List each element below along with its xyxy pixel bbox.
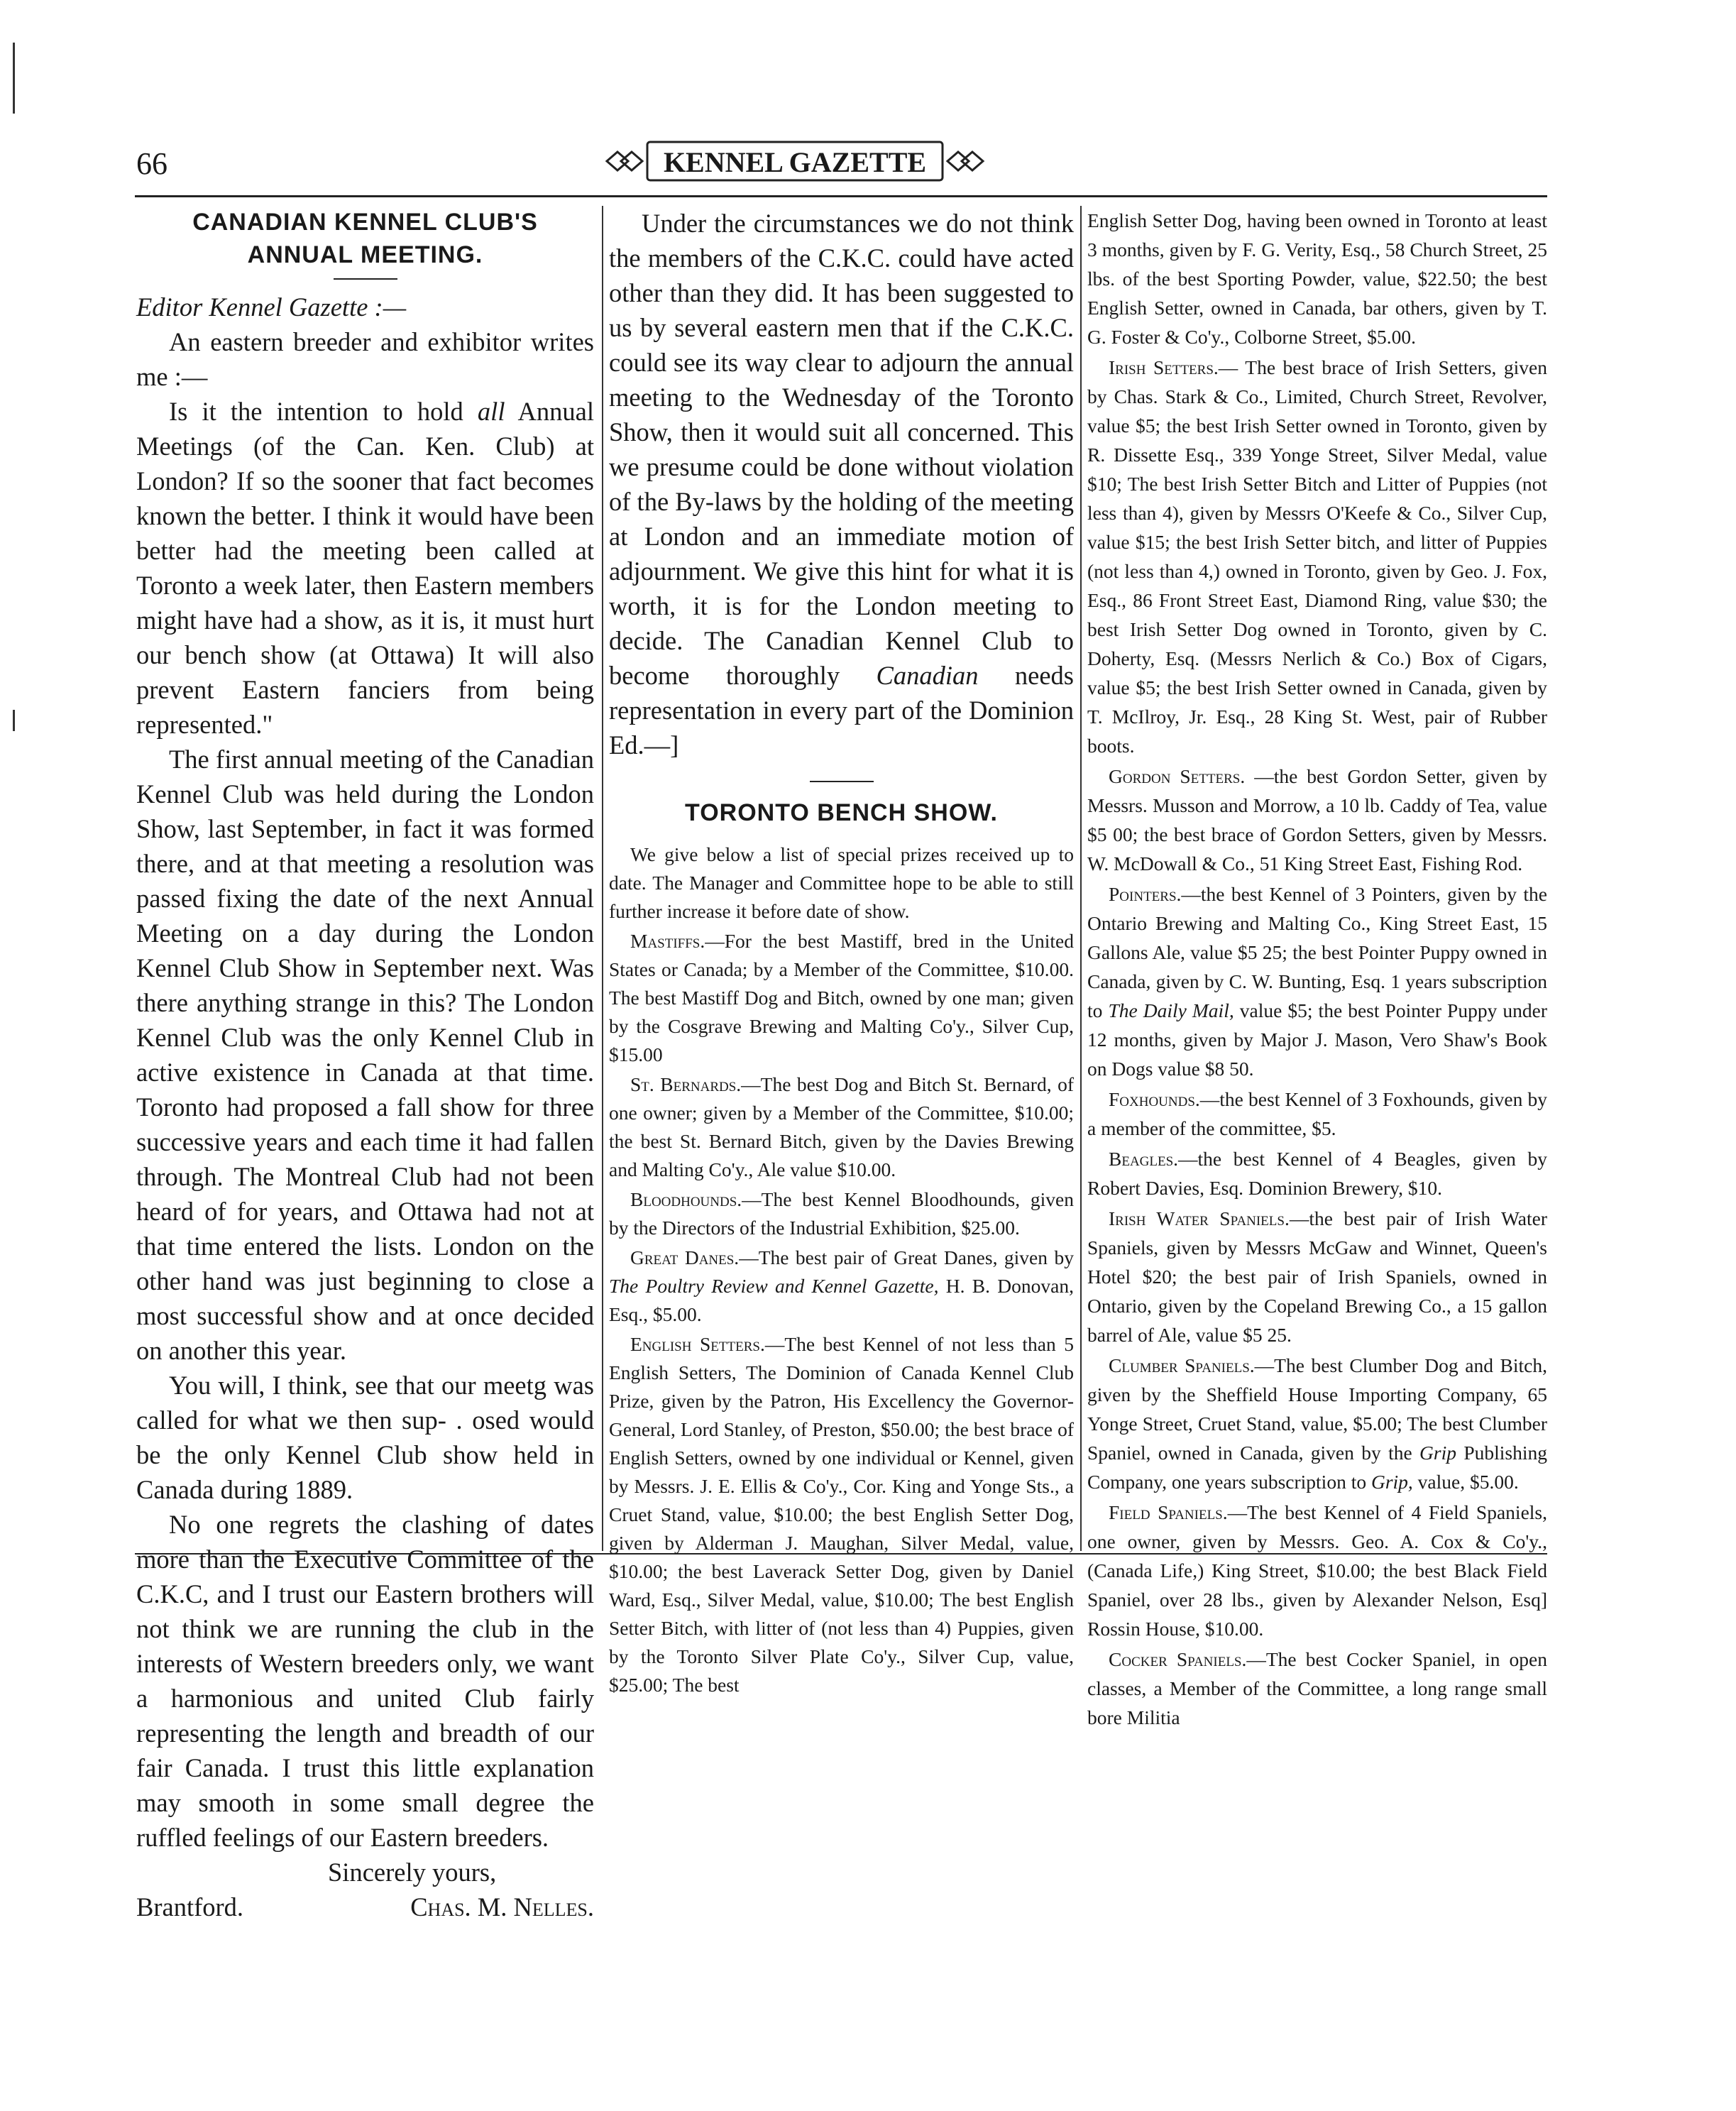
paragraph: An eastern breeder and exhibitor writes me :— <box>136 327 594 391</box>
prize-entry: Cocker Spaniels.—The best Cocker Spaniel, in open classes, a Member of the Committee, a long range small bore Militia <box>1087 1648 1548 1728</box>
prize-entry: English Setters.—The best Kennel of not less than 5 English Setters, The Dominion of Canada Kennel Club Prize, given by the Patron, His Excellency the Governor-General, Lord Stanley, of Preston, $50.00; the best brace of English Setters, owned by one individual or Kennel, given by Messrs. J. E. Ellis & Co'y., Cor. King and Yonge Sts., a Cruet Stand, value, $10.00; the best English Setter Dog, given by Alderman J. Maughan, Silver Medal, value, $10.00; the best Laverack Setter Dog, given by Daniel Ward, Esq., Silver Medal, value, $10.00; The best English Setter Bitch, with litter of (not less than 4) Puppies, given by the Toronto Silver Plate Co'y., Silver Cup, value, $25.00; The best <box>609 1333 1075 1696</box>
place: Brantford. <box>136 1892 244 1921</box>
signer: Chas. M. Nelles. <box>410 1892 594 1921</box>
page-number: 66 <box>136 146 167 181</box>
intro: We give below a list of special prizes received up to date. The Manager and Committee hope to be able to still further increase it before date of show. <box>609 843 1074 922</box>
column-1 <box>136 206 595 1921</box>
prize-entry: Great Danes.—The best pair of Great Danes, given by The Poultry Review and Kennel Gazette, H. B. Donovan, Esq., $5.00. <box>609 1246 1074 1325</box>
article-title: CANADIAN KENNEL CLUB'S ANNUAL MEETING. <box>192 209 538 268</box>
paragraph: You will, I think, see that our meetg was called for what we then sup- . osed would be the only Kennel Club show held in Canada during 1889. <box>136 1371 594 1504</box>
salutation: Editor Kennel Gazette :— <box>136 292 407 322</box>
prize-entry: Pointers.—the best Kennel of 3 Pointers, given by the Ontario Brewing and Malting Co., King Street East, 15 Gallons Ale, value $5 25; the best Pointer Puppy owned in Canada, given by C. W. Bunting, Esq. 1 years subscription to The Daily Mail, value $5; the best Pointer Puppy under 12 months, given by Major J. Mason, Vero Shaw's Book on Dogs value $8 50. <box>1087 883 1548 1080</box>
prize-entry: English Setter Dog, having been owned in Toronto at least 3 months, given by F. G. Verity, Esq., 58 Church Street, 25 lbs. of the best Sporting Powder, value, $22.50; the best English Setter, owned in Canada, bar others, given by T. G. Foster & Co'y., Colborne Street, $5.00. <box>1087 209 1547 348</box>
prize-entry: Field Spaniels.—The best Kennel of 4 Field Spaniels, one owner, given by Messrs. Geo. A. Cox & Co'y., (Canada Life,) King Street, $10.00; the best Black Field Spaniel, over 28 lbs., given by Alexander Nelson, Esq] Rossin House, $10.00. <box>1087 1501 1547 1640</box>
paragraph: The first annual meeting of the Canadian Kennel Club was held during the London Show, last September, in fact it was formed there, and at that meeting a resolution was passed fixing the date of the next Annual Meeting on a day during the London Kennel Club Show in September next. Was there anything strange in this? The London Kennel Club was the only Kennel Club in active existence in Canada at that time. Toronto had proposed a fall show for three successive years and each time it had fallen through. The Montreal Club had not been heard of for years, and Ottawa had not at that time entered the lists. London on the other hand was just beginning to close a most successful show and at once decided on another this year. <box>136 745 594 1365</box>
prize-entry: Mastiffs.—For the best Mastiff, bred in the United States or Canada; by a Member of the Committee, $10.00. The best Mastiff Dog and Bitch, owned by one man; given by the Cosgrave Brewing and Malting Co'y., Silver Cup, $15.00 <box>609 930 1074 1065</box>
prize-entry: Beagles.—the best Kennel of 4 Beagles, given by Robert Davies, Esq. Dominion Brewery, $10. <box>1087 1148 1547 1199</box>
header-rule <box>135 195 1547 197</box>
column-divider <box>1080 206 1082 1551</box>
signature-line <box>136 1890 594 1924</box>
section-title: TORONTO BENCH SHOW. <box>685 799 998 826</box>
column-3 <box>1087 206 1548 1728</box>
closing: Sincerely yours, <box>328 1858 497 1887</box>
scan-margin-mark <box>13 710 19 731</box>
prize-entry: Irish Water Spaniels.—the best pair of Irish Water Spaniels, given by Messrs McGaw and Winnet, Queen's Hotel $20; the best pair of Irish Spaniels, owned in Ontario, given by the Copeland Brewing Co., a 15 gallon barrel of Ale, value $5 25. <box>1087 1207 1547 1346</box>
paragraph: Under the circumstances we do not think the members of the C.K.C. could have acted other than they did. It has been suggested to us by several eastern men that if the C.K.C. could see its way clear to adjourn the annual meeting to the Wednesday of the Toronto Show, then it would suit all concerned. This we presume could be done without violation of the By-laws by the holding of the meeting at London and an immediate motion of adjournment. We give this hint for what it is worth, it is for the London meeting to decide. The Canadian Kennel Club to become thoroughly Canadian needs representation in every part of the Dominion Ed.—] <box>609 209 1074 760</box>
masthead-text: KENNEL GAZETTE <box>663 146 927 178</box>
scan-margin-mark <box>13 43 19 114</box>
prize-entry: St. Bernards.—The best Dog and Bitch St. Bernard, of one owner; given by a Member of the Committee, $10.00; the best St. Bernard Bitch, given by the Davies Brewing and Malting Co'y., Ale value $10.00. <box>609 1073 1074 1180</box>
column-2 <box>609 206 1075 1696</box>
paragraph: No one regrets the clashing of dates more than the Executive Committee of the C.K.C, and I trust our Eastern brothers will not think we are running the club in the interests of Western breeders only, we want a harmonious and united Club fairly representing the length and breadth of our fair Canada. I trust this little explanation may smooth in some small degree the ruffled feelings of our Eastern breeders. <box>136 1510 594 1852</box>
masthead-logo <box>603 136 987 186</box>
paragraph: Is it the intention to hold all Annual Meetings (of the Can. Ken. Club) at London? If so the sooner that fact becomes known the better. I think it would have been better had the meeting been called at Toronto a week later, then Eastern members might have had a show, as it is, it must hurt our bench show (at Ottawa) It will also prevent Eastern fanciers from being represented." <box>136 397 595 739</box>
prize-entry: Clumber Spaniels.—The best Clumber Dog and Bitch, given by the Sheffield House Importing Company, 65 Yonge Street, Cruet Stand, value, $5.00; The best Clumber Spaniel, owned in Canada, given by the Grip Publishing Company, one years subscription to Grip, value, $5.00. <box>1087 1354 1548 1493</box>
prize-entry: Gordon Setters. —the best Gordon Setter, given by Messrs. Musson and Morrow, a 10 lb. Caddy of Tea, value $5 00; the best brace of Gordon Setters, given by Messrs. W. McDowall & Co., 51 King Street East, Fishing Rod. <box>1087 765 1547 874</box>
prize-entry: Bloodhounds.—The best Kennel Bloodhounds, given by the Directors of the Industrial Exhibition, $25.00. <box>609 1188 1074 1239</box>
section-rule <box>810 781 874 782</box>
title-rule <box>334 278 397 280</box>
prize-entry: Foxhounds.—the best Kennel of 3 Foxhounds, given by a member of the committee, $5. <box>1087 1088 1547 1139</box>
prize-entry: Irish Setters.— The best brace of Irish Setters, given by Chas. Stark & Co., Limited, Church Street, Revolver, value $5; the best Irish Setter owned in Toronto, given by R. Dissette Esq., 339 Yonge Street, Silver Medal, value $10; The best Irish Setter Bitch and Litter of Puppies (not less than 4), given by Messrs O'Keefe & Co., Silver Cup, value $15; the best Irish Setter bitch, and litter of Puppies (not less than 4,) owned in Toronto, given by Geo. J. Fox, Esq., 86 Front Street East, Diamond Ring, value $30; the best Irish Setter Dog owned in Toronto, given by C. Doherty, Esq. (Messrs Nerlich & Co.) Box of Cigars, value $5; the best Irish Setter owned in Canada, given by T. McIlroy, Jr. Esq., 28 King St. West, pair of Rubber boots. <box>1087 356 1547 757</box>
column-divider <box>602 206 603 1551</box>
